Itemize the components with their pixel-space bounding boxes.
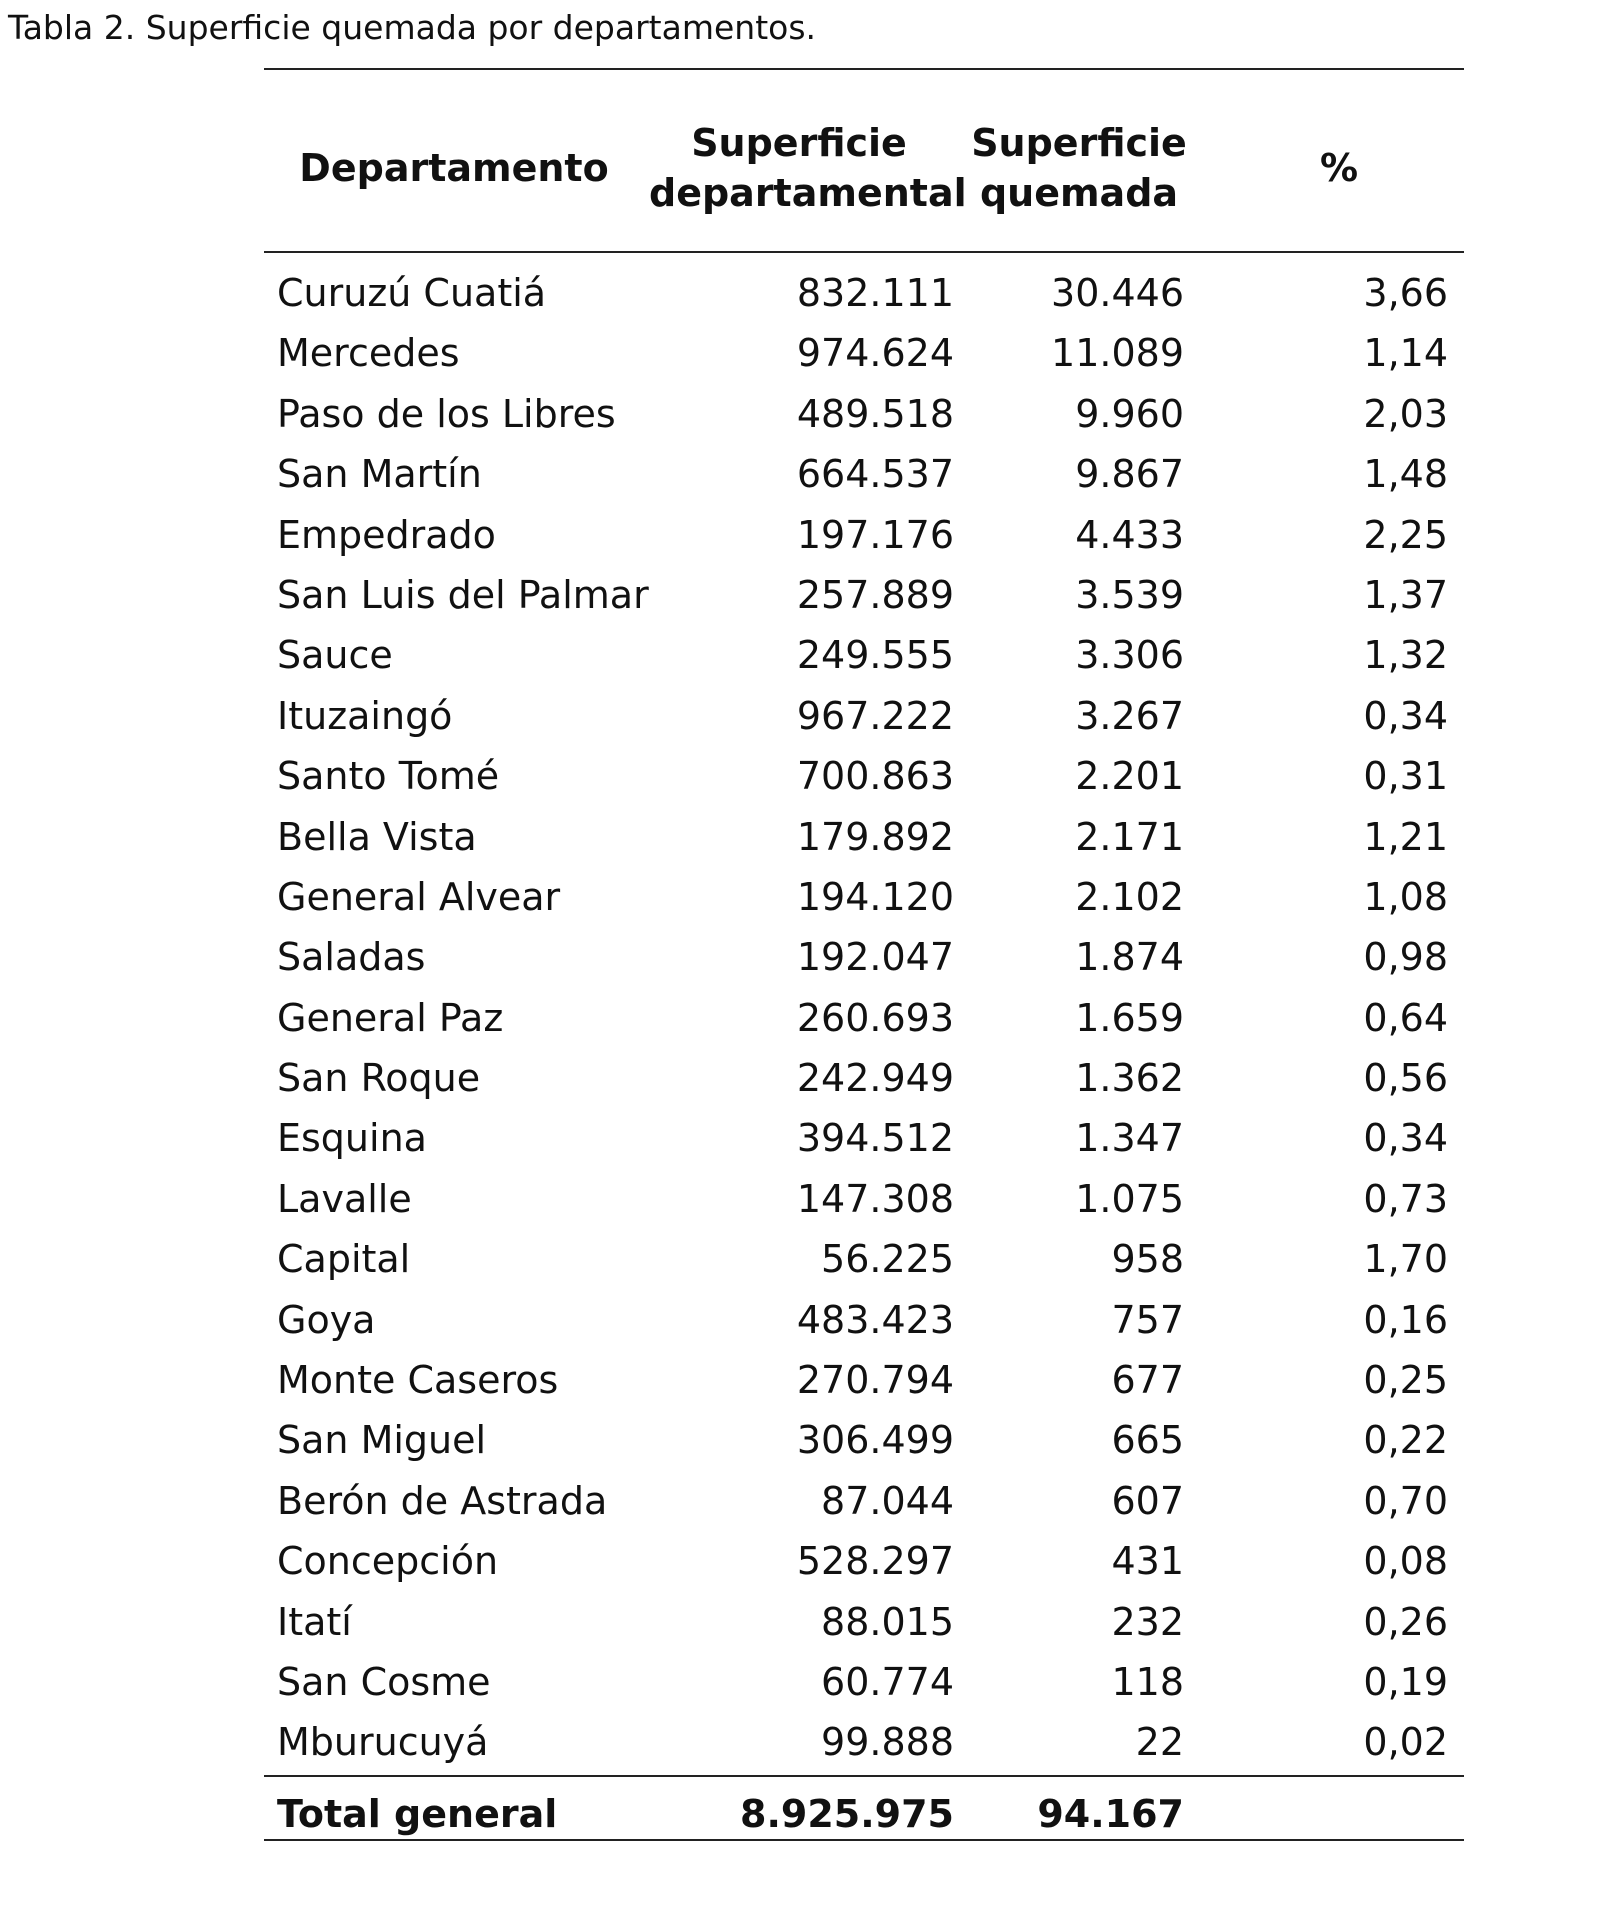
total-row <box>264 1777 1464 1839</box>
table-row <box>264 1108 1464 1168</box>
cell-superficie-quemada: 3.267 <box>1075 693 1184 738</box>
cell-departamento: San Miguel <box>277 1418 487 1463</box>
cell-porcentaje: 3,66 <box>1363 271 1448 315</box>
cell-departamento: San Cosme <box>277 1659 491 1704</box>
cell-porcentaje: 0,64 <box>1363 995 1448 1040</box>
cell-superficie-departamental: 179.892 <box>796 814 954 859</box>
table-row <box>264 444 1464 504</box>
cell-departamento: Concepción <box>277 1539 499 1584</box>
cell-porcentaje: 0,16 <box>1363 1297 1448 1342</box>
table-header <box>264 70 1464 251</box>
cell-porcentaje: 1,70 <box>1363 1237 1448 1282</box>
header-porcentaje: % <box>1319 146 1359 190</box>
header-superficie-departamental <box>649 118 967 218</box>
table-row <box>264 625 1464 685</box>
cell-superficie-quemada: 2.102 <box>1075 874 1184 919</box>
cell-superficie-quemada: 677 <box>1111 1358 1184 1403</box>
cell-superficie-departamental: 832.111 <box>796 271 954 315</box>
cell-superficie-departamental: 88.015 <box>821 1599 954 1644</box>
cell-departamento: Capital <box>277 1237 411 1282</box>
cell-porcentaje: 0,25 <box>1363 1358 1448 1403</box>
cell-superficie-departamental: 664.537 <box>796 452 954 497</box>
cell-superficie-quemada: 9.867 <box>1075 452 1184 497</box>
cell-superficie-departamental: 257.889 <box>796 572 954 617</box>
cell-superficie-departamental: 99.888 <box>821 1720 954 1765</box>
cell-superficie-quemada: 665 <box>1111 1418 1184 1463</box>
cell-porcentaje: 0,34 <box>1363 693 1448 738</box>
header-superficie-departamental-line2: departamental <box>649 171 967 215</box>
cell-departamento: Esquina <box>277 1116 427 1161</box>
table-row <box>264 988 1464 1048</box>
cell-departamento: Ituzaingó <box>277 693 453 738</box>
cell-departamento: Monte Caseros <box>277 1358 559 1403</box>
cell-superficie-quemada: 1.347 <box>1075 1116 1184 1161</box>
cell-superficie-quemada: 1.874 <box>1075 935 1184 980</box>
table-row <box>264 1592 1464 1652</box>
table-row <box>264 1531 1464 1591</box>
table-row <box>264 1169 1464 1229</box>
table-row <box>264 746 1464 806</box>
cell-superficie-quemada: 2.171 <box>1075 814 1184 859</box>
cell-departamento: General Alvear <box>277 874 561 919</box>
cell-superficie-departamental: 700.863 <box>796 754 954 799</box>
cell-porcentaje: 0,98 <box>1363 935 1448 980</box>
table-row <box>264 1652 1464 1712</box>
cell-porcentaje: 2,03 <box>1363 391 1448 436</box>
table-row <box>264 384 1464 444</box>
cell-superficie-quemada: 232 <box>1111 1599 1184 1644</box>
cell-porcentaje: 1,08 <box>1363 874 1448 919</box>
cell-superficie-departamental: 306.499 <box>796 1418 954 1463</box>
table-row <box>264 565 1464 625</box>
table-row <box>264 807 1464 867</box>
table-row <box>264 1229 1464 1289</box>
cell-departamento: General Paz <box>277 995 504 1040</box>
header-superficie-departamental-line1: Superficie <box>691 121 907 165</box>
cell-departamento: San Martín <box>277 452 482 497</box>
cell-departamento: Mercedes <box>277 331 460 376</box>
total-superficie-quemada: 94.167 <box>1037 1791 1184 1836</box>
cell-porcentaje: 0,22 <box>1363 1418 1448 1463</box>
cell-departamento: Empedrado <box>277 512 496 557</box>
burned-area-table <box>264 68 1464 1841</box>
table-row <box>264 1290 1464 1350</box>
cell-superficie-quemada: 958 <box>1111 1237 1184 1282</box>
cell-departamento: Curuzú Cuatiá <box>277 271 547 315</box>
cell-superficie-departamental: 260.693 <box>796 995 954 1040</box>
cell-porcentaje: 0,56 <box>1363 1056 1448 1101</box>
cell-porcentaje: 0,08 <box>1363 1539 1448 1584</box>
cell-superficie-quemada: 2.201 <box>1075 754 1184 799</box>
cell-departamento: San Roque <box>277 1056 481 1101</box>
cell-superficie-quemada: 118 <box>1111 1659 1184 1704</box>
table-row <box>264 1350 1464 1410</box>
cell-superficie-quemada: 4.433 <box>1075 512 1184 557</box>
cell-superficie-departamental: 242.949 <box>796 1056 954 1101</box>
cell-porcentaje: 1,37 <box>1363 572 1448 617</box>
cell-departamento: San Luis del Palmar <box>277 572 649 617</box>
cell-superficie-departamental: 147.308 <box>796 1176 954 1221</box>
cell-superficie-quemada: 11.089 <box>1051 331 1184 376</box>
cell-superficie-departamental: 394.512 <box>796 1116 954 1161</box>
cell-superficie-departamental: 967.222 <box>796 693 954 738</box>
header-departamento: Departamento <box>299 146 609 190</box>
cell-superficie-quemada: 1.659 <box>1075 995 1184 1040</box>
cell-superficie-departamental: 197.176 <box>796 512 954 557</box>
table-row <box>264 1048 1464 1108</box>
cell-departamento: Sauce <box>277 633 393 678</box>
cell-porcentaje: 2,25 <box>1363 512 1448 557</box>
cell-departamento: Goya <box>277 1297 376 1342</box>
cell-departamento: Itatí <box>277 1599 352 1644</box>
cell-superficie-departamental: 249.555 <box>796 633 954 678</box>
cell-departamento: Lavalle <box>277 1176 412 1221</box>
table-row <box>264 686 1464 746</box>
cell-superficie-departamental: 270.794 <box>796 1358 954 1403</box>
table-row <box>264 927 1464 987</box>
total-label: Total general <box>277 1791 558 1836</box>
table-row <box>264 1410 1464 1470</box>
cell-superficie-quemada: 1.362 <box>1075 1056 1184 1101</box>
cell-porcentaje: 0,31 <box>1363 754 1448 799</box>
cell-superficie-quemada: 30.446 <box>1051 271 1184 315</box>
cell-departamento: Santo Tomé <box>277 754 500 799</box>
cell-departamento: Saladas <box>277 935 426 980</box>
header-superficie-quemada-line2: quemada <box>979 171 1179 215</box>
cell-superficie-departamental: 56.225 <box>821 1237 954 1282</box>
cell-superficie-departamental: 974.624 <box>796 331 954 376</box>
table-row <box>264 867 1464 927</box>
cell-porcentaje: 0,70 <box>1363 1478 1448 1523</box>
table-row <box>264 1712 1464 1772</box>
cell-superficie-quemada: 607 <box>1111 1478 1184 1523</box>
cell-superficie-quemada: 22 <box>1135 1720 1184 1765</box>
table-row <box>264 263 1464 323</box>
cell-porcentaje: 0,73 <box>1363 1176 1448 1221</box>
cell-porcentaje: 1,21 <box>1363 814 1448 859</box>
cell-superficie-quemada: 3.306 <box>1075 633 1184 678</box>
cell-departamento: Mburucuyá <box>277 1720 489 1765</box>
cell-superficie-departamental: 528.297 <box>796 1539 954 1584</box>
table-row <box>264 505 1464 565</box>
table-row <box>264 323 1464 383</box>
cell-superficie-departamental: 194.120 <box>796 874 954 919</box>
cell-superficie-quemada: 431 <box>1111 1539 1184 1584</box>
header-superficie-quemada-line1: Superficie <box>971 121 1187 165</box>
cell-superficie-quemada: 3.539 <box>1075 572 1184 617</box>
cell-porcentaje: 1,48 <box>1363 452 1448 497</box>
cell-porcentaje: 1,32 <box>1363 633 1448 678</box>
header-superficie-quemada <box>964 118 1194 218</box>
cell-porcentaje: 0,19 <box>1363 1659 1448 1704</box>
cell-superficie-quemada: 757 <box>1111 1297 1184 1342</box>
cell-porcentaje: 0,34 <box>1363 1116 1448 1161</box>
cell-porcentaje: 1,14 <box>1363 331 1448 376</box>
cell-porcentaje: 0,26 <box>1363 1599 1448 1644</box>
cell-superficie-departamental: 483.423 <box>796 1297 954 1342</box>
table-caption: Tabla 2. Superficie quemada por departamentos. <box>8 8 817 47</box>
table-row <box>264 1471 1464 1531</box>
cell-superficie-departamental: 60.774 <box>821 1659 954 1704</box>
cell-superficie-departamental: 87.044 <box>821 1478 954 1523</box>
cell-departamento: Paso de los Libres <box>277 391 616 436</box>
total-superficie-departamental: 8.925.975 <box>740 1791 954 1836</box>
cell-departamento: Bella Vista <box>277 814 477 859</box>
cell-superficie-quemada: 9.960 <box>1075 391 1184 436</box>
cell-departamento: Berón de Astrada <box>277 1478 608 1523</box>
cell-superficie-quemada: 1.075 <box>1075 1176 1184 1221</box>
cell-porcentaje: 0,02 <box>1363 1720 1448 1765</box>
cell-superficie-departamental: 489.518 <box>796 391 954 436</box>
table-body <box>264 253 1464 1775</box>
cell-superficie-departamental: 192.047 <box>796 935 954 980</box>
